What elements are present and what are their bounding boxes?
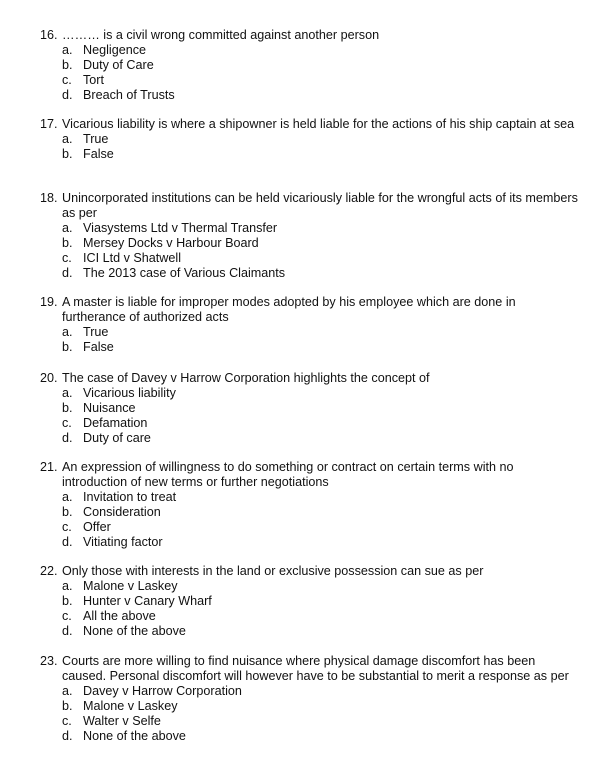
question-number: 20. bbox=[40, 371, 58, 385]
option-c bbox=[40, 520, 580, 535]
option-text: Vitiating factor bbox=[83, 535, 163, 549]
option-letter: d. bbox=[62, 431, 73, 445]
option-letter: b. bbox=[62, 236, 73, 250]
question-17 bbox=[40, 117, 580, 162]
question-22 bbox=[40, 564, 580, 639]
option-letter: d. bbox=[62, 535, 73, 549]
question-number: 22. bbox=[40, 564, 58, 578]
option-b bbox=[40, 236, 580, 251]
option-text: Nuisance bbox=[83, 401, 136, 415]
option-c bbox=[40, 251, 580, 266]
option-text: Malone v Laskey bbox=[83, 699, 178, 713]
option-text: None of the above bbox=[83, 624, 186, 638]
option-a bbox=[40, 325, 580, 340]
option-b bbox=[40, 147, 580, 162]
option-text: None of the above bbox=[83, 729, 186, 743]
option-letter: d. bbox=[62, 266, 73, 280]
option-letter: d. bbox=[62, 729, 73, 743]
option-a bbox=[40, 43, 580, 58]
option-d bbox=[40, 431, 580, 446]
option-letter: b. bbox=[62, 594, 73, 608]
question-number: 16. bbox=[40, 28, 58, 42]
option-letter: b. bbox=[62, 505, 73, 519]
option-letter: c. bbox=[62, 251, 72, 265]
option-d bbox=[40, 266, 580, 281]
option-text: Davey v Harrow Corporation bbox=[83, 684, 242, 698]
question-number: 17. bbox=[40, 117, 58, 131]
option-letter: b. bbox=[62, 58, 73, 72]
option-letter: b. bbox=[62, 401, 73, 415]
option-c bbox=[40, 73, 580, 88]
option-text: False bbox=[83, 340, 114, 354]
option-text: Walter v Selfe bbox=[83, 714, 161, 728]
option-text: Viasystems Ltd v Thermal Transfer bbox=[83, 221, 278, 235]
option-d bbox=[40, 88, 580, 103]
option-letter: c. bbox=[62, 520, 72, 534]
option-letter: b. bbox=[62, 340, 73, 354]
option-letter: b. bbox=[62, 699, 73, 713]
question-20 bbox=[40, 371, 580, 446]
option-text: Invitation to treat bbox=[83, 490, 177, 504]
option-letter: a. bbox=[62, 684, 73, 698]
option-text: ICI Ltd v Shatwell bbox=[83, 251, 181, 265]
question-16 bbox=[40, 28, 580, 103]
option-a bbox=[40, 132, 580, 147]
question-text: A master is liable for improper modes adopted by his employee which are done in furtherance of authorized acts bbox=[62, 295, 516, 324]
option-c bbox=[40, 609, 580, 624]
option-b bbox=[40, 401, 580, 416]
question-text: The case of Davey v Harrow Corporation highlights the concept of bbox=[62, 371, 430, 385]
option-a bbox=[40, 579, 580, 594]
question-19 bbox=[40, 295, 580, 355]
option-c bbox=[40, 416, 580, 431]
option-letter: d. bbox=[62, 624, 73, 638]
option-text: Duty of Care bbox=[83, 58, 154, 72]
option-b bbox=[40, 594, 580, 609]
option-c bbox=[40, 714, 580, 729]
option-a bbox=[40, 386, 580, 401]
question-text: An expression of willingness to do something or contract on certain terms with no introduction of new terms or further negotiations bbox=[62, 460, 514, 489]
question-text: Only those with interests in the land or exclusive possession can sue as per bbox=[62, 564, 484, 578]
question-number: 21. bbox=[40, 460, 58, 474]
option-b bbox=[40, 58, 580, 73]
option-d bbox=[40, 535, 580, 550]
option-letter: a. bbox=[62, 579, 73, 593]
question-23 bbox=[40, 654, 580, 744]
option-b bbox=[40, 505, 580, 520]
option-letter: b. bbox=[62, 147, 73, 161]
option-text: False bbox=[83, 147, 114, 161]
option-letter: a. bbox=[62, 221, 73, 235]
option-text: Hunter v Canary Wharf bbox=[83, 594, 212, 608]
option-text: Duty of care bbox=[83, 431, 151, 445]
question-number: 18. bbox=[40, 191, 58, 205]
option-text: True bbox=[83, 325, 109, 339]
question-18 bbox=[40, 191, 580, 281]
question-text: ……… is a civil wrong committed against another person bbox=[62, 28, 380, 42]
question-text: Unincorporated institutions can be held vicariously liable for the wrongful acts of its members as per bbox=[62, 191, 578, 220]
option-text: Negligence bbox=[83, 43, 147, 57]
option-a bbox=[40, 684, 580, 699]
option-letter: a. bbox=[62, 490, 73, 504]
option-letter: a. bbox=[62, 43, 73, 57]
option-text: Malone v Laskey bbox=[83, 579, 178, 593]
option-letter: c. bbox=[62, 416, 72, 430]
option-text: All the above bbox=[83, 609, 156, 623]
option-a bbox=[40, 490, 580, 505]
option-text: Tort bbox=[83, 73, 104, 87]
question-number: 19. bbox=[40, 295, 58, 309]
option-letter: a. bbox=[62, 325, 73, 339]
question-number: 23. bbox=[40, 654, 58, 668]
option-d bbox=[40, 729, 580, 744]
option-letter: a. bbox=[62, 386, 73, 400]
option-text: The 2013 case of Various Claimants bbox=[83, 266, 286, 280]
option-text: True bbox=[83, 132, 109, 146]
option-text: Vicarious liability bbox=[83, 386, 176, 400]
option-letter: c. bbox=[62, 609, 72, 623]
option-text: Consideration bbox=[83, 505, 161, 519]
option-letter: d. bbox=[62, 88, 73, 102]
option-letter: a. bbox=[62, 132, 73, 146]
option-text: Defamation bbox=[83, 416, 148, 430]
option-b bbox=[40, 340, 580, 355]
option-letter: c. bbox=[62, 73, 72, 87]
option-d bbox=[40, 624, 580, 639]
option-letter: c. bbox=[62, 714, 72, 728]
option-b bbox=[40, 699, 580, 714]
question-text: Vicarious liability is where a shipowner is held liable for the actions of his ship captain at sea bbox=[62, 117, 575, 131]
option-text: Mersey Docks v Harbour Board bbox=[83, 236, 259, 250]
option-text: Offer bbox=[83, 520, 111, 534]
option-text: Breach of Trusts bbox=[83, 88, 175, 102]
question-text: Courts are more willing to find nuisance where physical damage discomfort has been caused. Personal discomfort will however have to be substantial to merit a response as per bbox=[62, 654, 569, 683]
option-a bbox=[40, 221, 580, 236]
question-21 bbox=[40, 460, 580, 550]
